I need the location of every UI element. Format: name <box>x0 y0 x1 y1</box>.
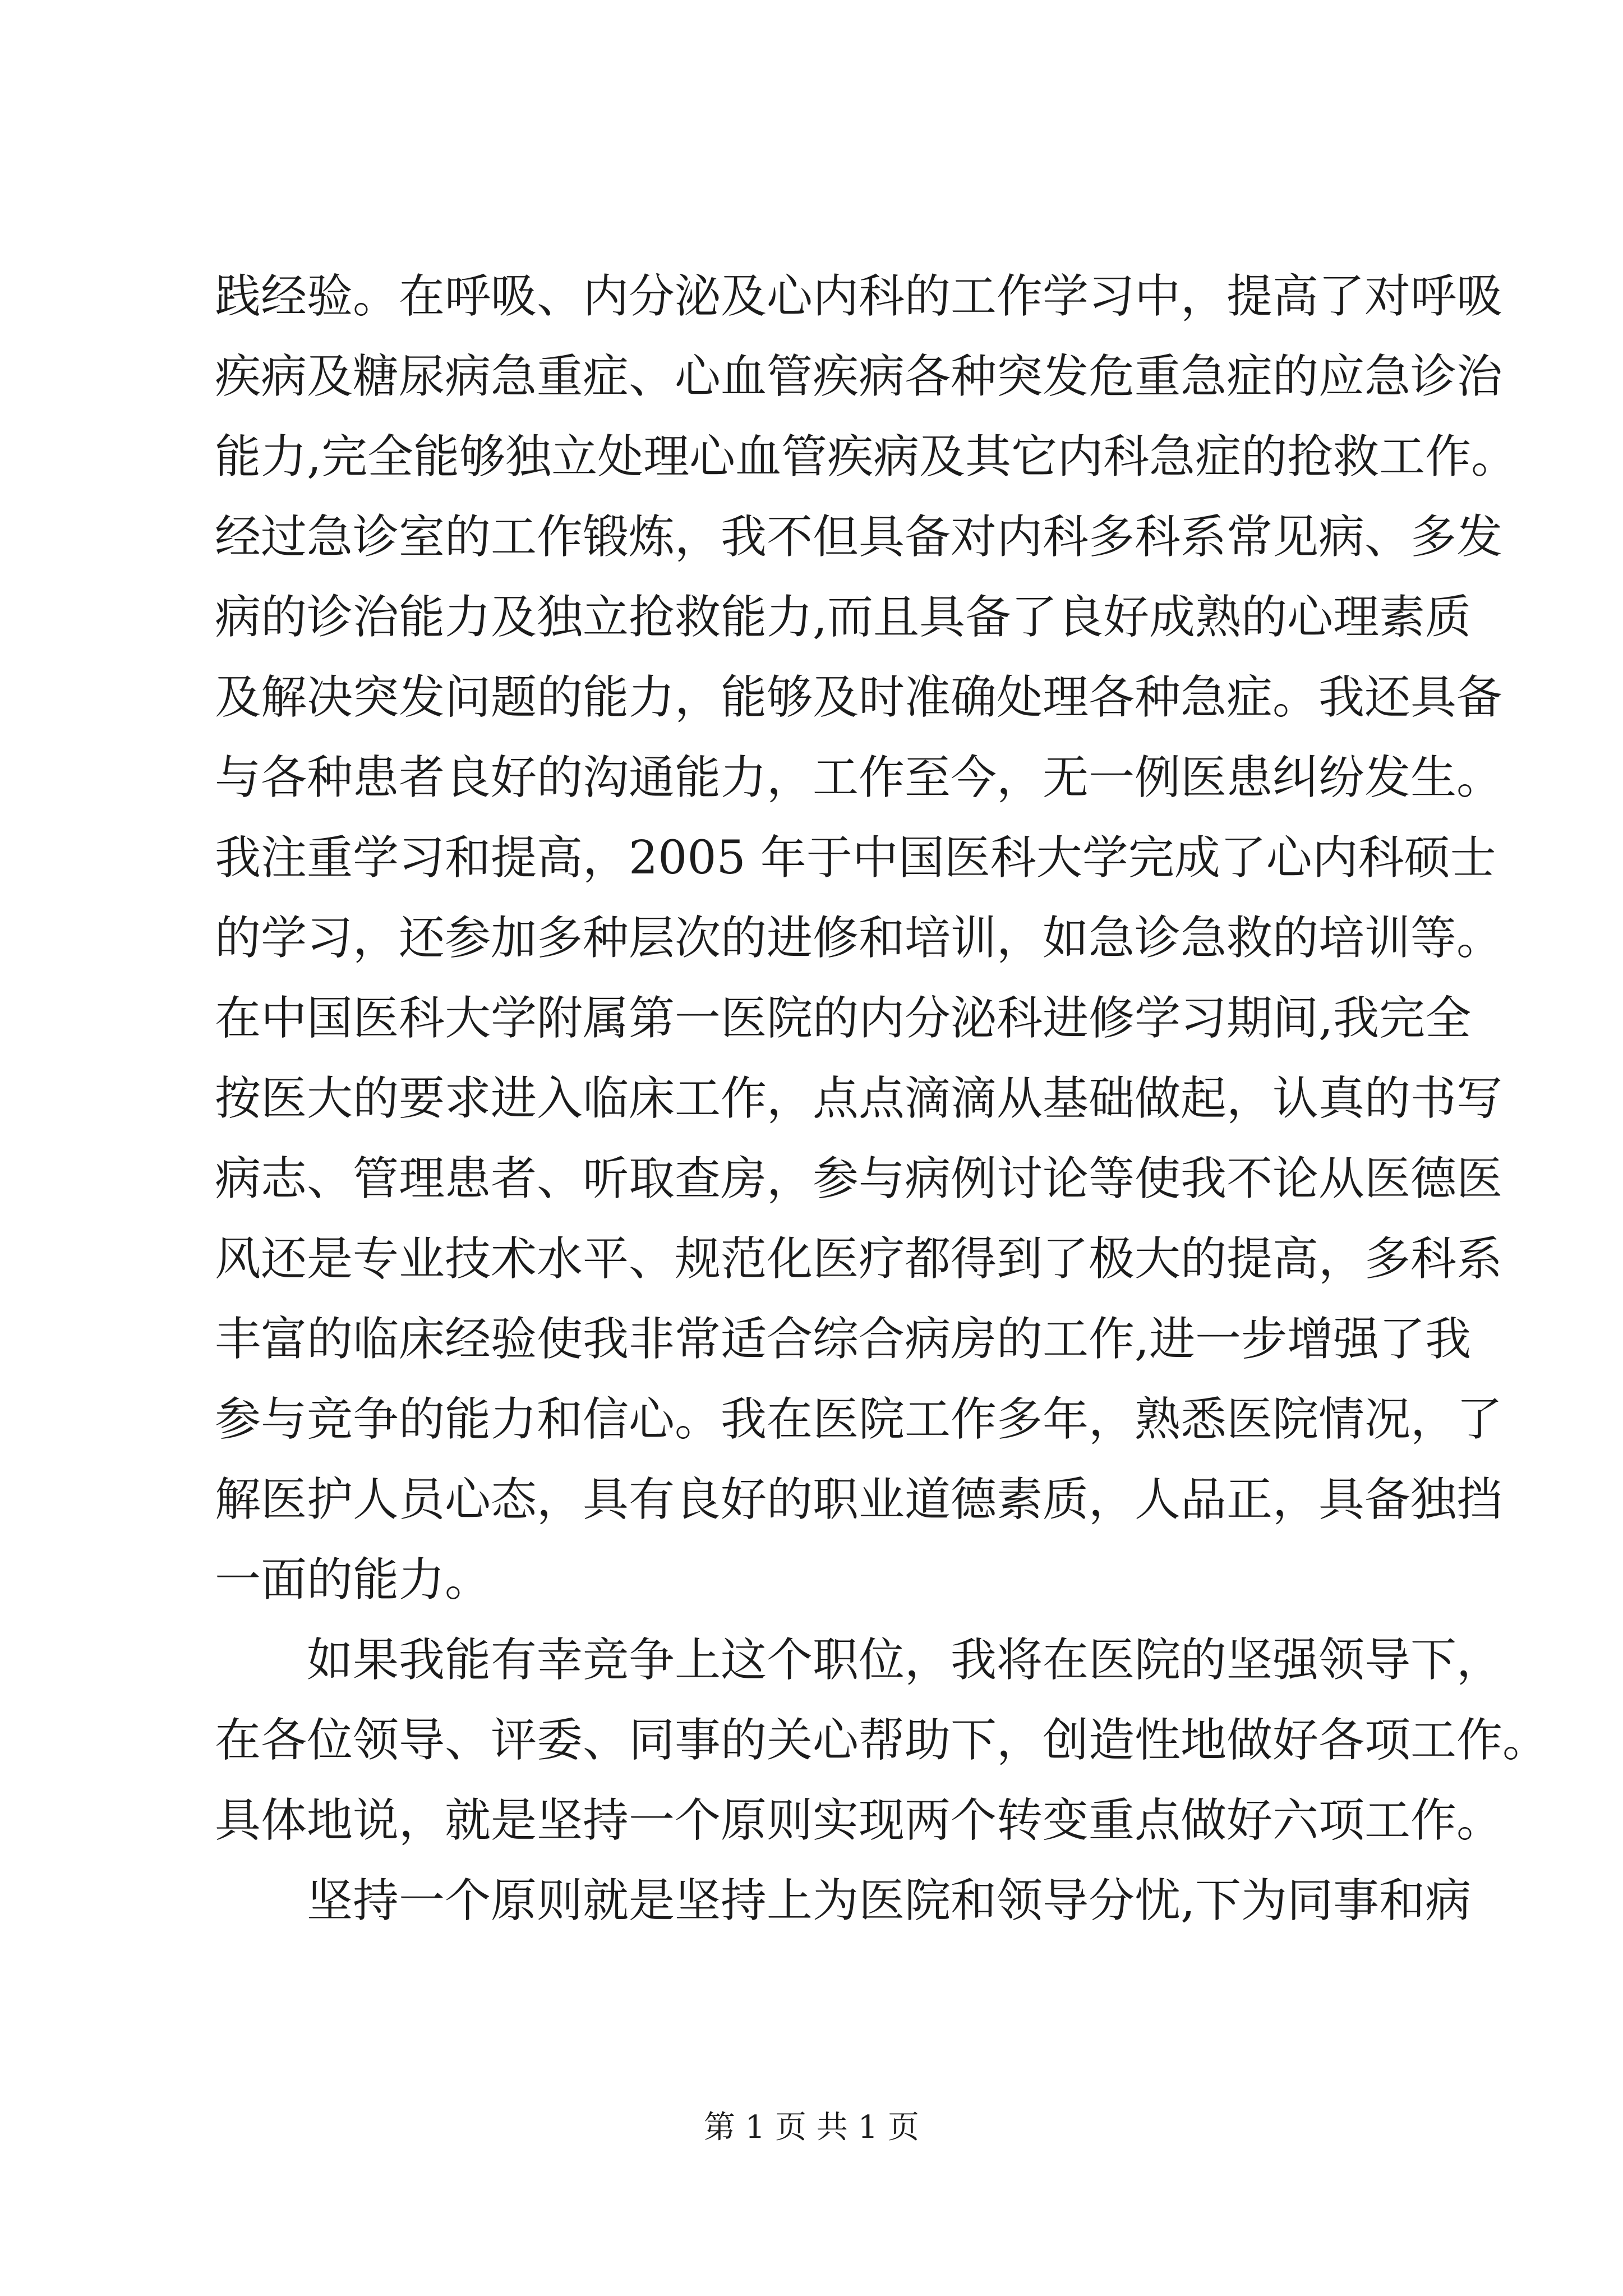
body-line: 在各位领导、评委、同事的关心帮助下，创造性地做好各项工作。 <box>215 1714 1549 1767</box>
body-line: 如果我能有幸竞争上这个职位，我将在医院的坚强领导下， <box>307 1634 1503 1687</box>
body-line: 的学习，还参加多种层次的进修和培训，如急诊急救的培训等。 <box>215 912 1503 965</box>
body-line: 与各种患者良好的沟通能力，工作至今，无一例医患纠纷发生。 <box>215 751 1503 804</box>
body-line: 能力,完全能够独立处理心血管疾病及其它内科急症的抢救工作。 <box>215 430 1518 484</box>
body-line: 一面的能力。 <box>215 1553 491 1607</box>
body-line: 按医大的要求进入临床工作，点点滴滴从基础做起，认真的书写 <box>215 1072 1503 1125</box>
body-line: 风还是专业技术水平、规范化医疗都得到了极大的提高，多科系 <box>215 1232 1503 1286</box>
body-line: 丰富的临床经验使我非常适合综合病房的工作,进一步增强了我 <box>215 1313 1472 1366</box>
body-line: 经过急诊室的工作锻炼，我不但具备对内科多科系常见病、多发 <box>215 510 1503 564</box>
body-line: 在中国医科大学附属第一医院的内分泌科进修学习期间,我完全 <box>215 992 1472 1045</box>
document-body <box>215 256 1549 1941</box>
body-line: 及解决突发问题的能力，能够及时准确处理各种急症。我还具备 <box>215 671 1503 724</box>
body-line: 病的诊治能力及独立抢救能力,而且具备了良好成熟的心理素质 <box>215 591 1472 644</box>
body-line: 践经验。在呼吸、内分泌及心内科的工作学习中，提高了对呼吸 <box>215 270 1503 323</box>
body-line: 解医护人员心态，具有良好的职业道德素质，人品正，具备独挡 <box>215 1473 1503 1526</box>
body-line: 坚持一个原则就是坚持上为医院和领导分忧,下为同事和病 <box>307 1874 1472 1927</box>
body-line: 我注重学习和提高，2005 年于中国医科大学完成了心内科硕士 <box>215 831 1496 885</box>
body-line: 病志、管理患者、听取查房，参与病例讨论等使我不论从医德医 <box>215 1152 1503 1205</box>
body-line: 疾病及糖尿病急重症、心血管疾病各种突发危重急症的应急诊治 <box>215 350 1503 403</box>
page-number-label: 第 1 页 共 1 页 <box>703 2109 920 2146</box>
body-line: 具体地说，就是坚持一个原则实现两个转变重点做好六项工作。 <box>215 1794 1503 1847</box>
page-footer <box>0 2108 1623 2147</box>
body-line: 参与竞争的能力和信心。我在医院工作多年，熟悉医院情况，了 <box>215 1393 1503 1446</box>
